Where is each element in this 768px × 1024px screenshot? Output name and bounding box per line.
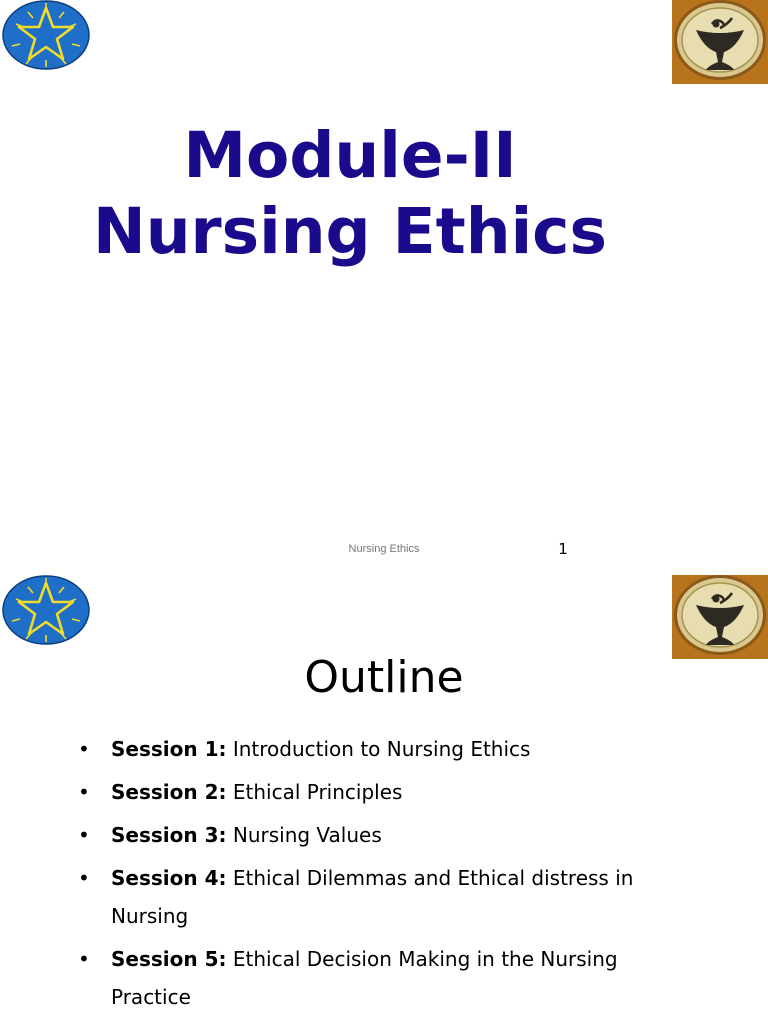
session-text: Nursing Values bbox=[232, 823, 382, 847]
list-item bbox=[78, 940, 698, 1016]
session-label: Session 4: bbox=[111, 866, 227, 890]
bullet: • bbox=[78, 780, 90, 804]
outline-title: Outline bbox=[304, 652, 464, 703]
list-item bbox=[78, 773, 698, 811]
bullet: • bbox=[78, 737, 90, 761]
session-text: Ethical Dilemmas and Ethical distress in Nursing bbox=[111, 866, 634, 928]
title-line-2: Nursing Ethics bbox=[92, 195, 608, 268]
bullet: • bbox=[78, 947, 90, 971]
bullet: • bbox=[78, 823, 90, 847]
session-label: Session 5: bbox=[111, 947, 227, 971]
bowl-of-hygieia-icon bbox=[672, 575, 768, 659]
session-text: Ethical Decision Making in the Nursing Practice bbox=[111, 947, 618, 1009]
slide-2 bbox=[0, 572, 768, 1024]
list-item bbox=[78, 730, 698, 768]
ethiopian-emblem-icon bbox=[2, 0, 90, 70]
bullet: • bbox=[78, 866, 90, 890]
list-item bbox=[78, 816, 698, 854]
session-text: Introduction to Nursing Ethics bbox=[232, 737, 531, 761]
session-label: Session 2: bbox=[111, 780, 227, 804]
session-text: Ethical Principles bbox=[232, 780, 403, 804]
session-label: Session 1: bbox=[111, 737, 227, 761]
slide-title bbox=[0, 118, 700, 270]
session-label: Session 3: bbox=[111, 823, 227, 847]
list-item bbox=[78, 859, 698, 935]
bowl-of-hygieia-icon bbox=[672, 0, 768, 84]
session-list bbox=[78, 730, 698, 1021]
title-line-1: Module-II bbox=[183, 119, 517, 192]
slide-footer: Nursing Ethics bbox=[348, 543, 420, 555]
slide-number: 1 bbox=[558, 540, 568, 558]
ethiopian-emblem-icon bbox=[2, 575, 90, 645]
